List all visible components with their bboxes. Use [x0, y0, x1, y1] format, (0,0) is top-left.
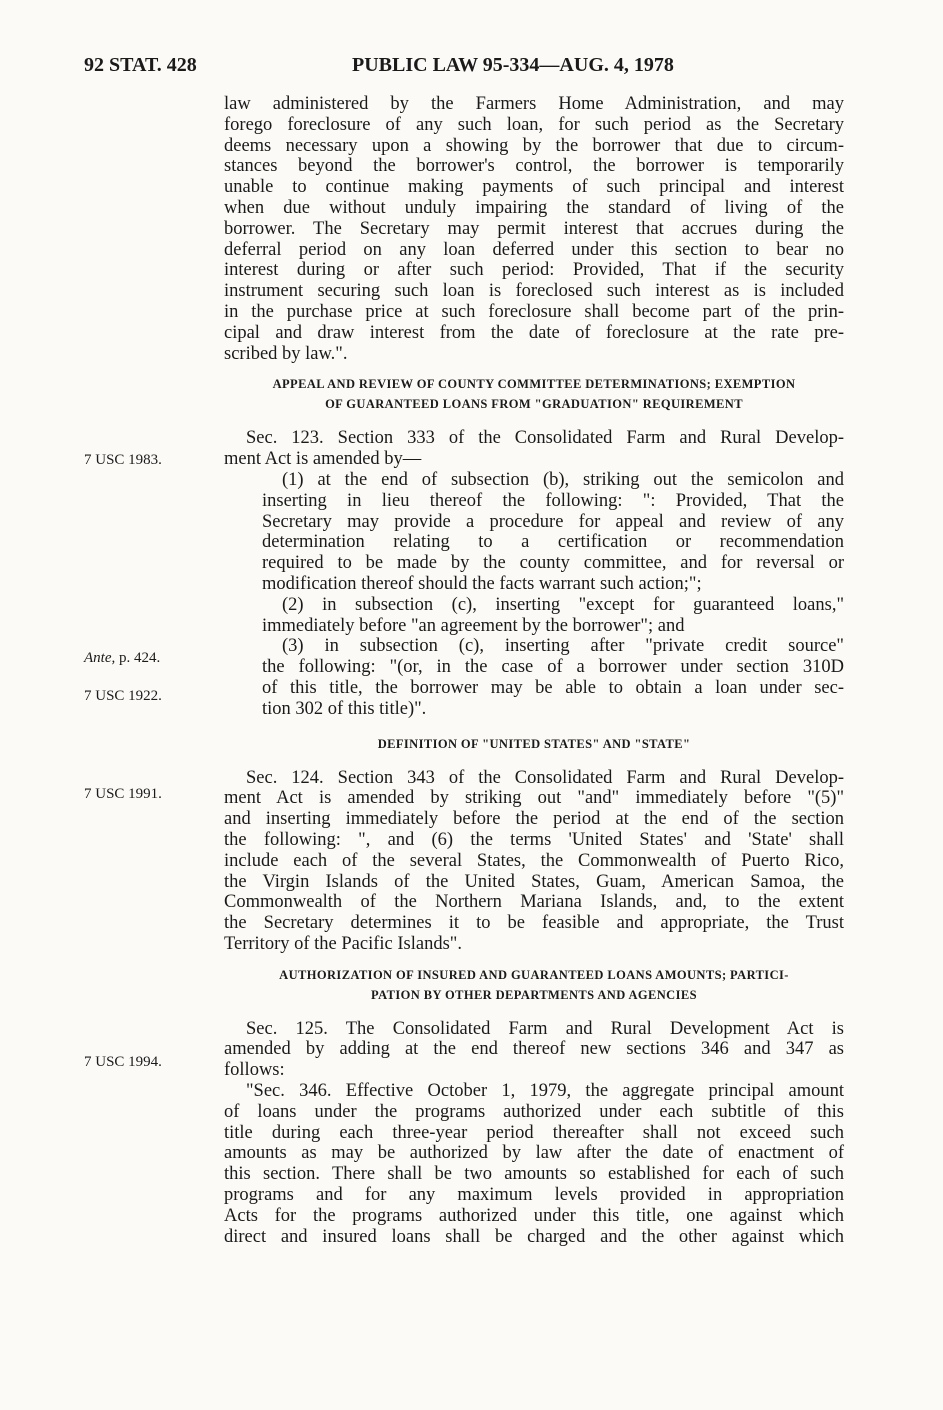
text-line: deferral period on any loan deferred under this section to bear no — [224, 239, 844, 260]
margin-note-7-usc-1991: 7 USC 1991. — [84, 786, 162, 802]
text-line: modification thereof should the facts warrant such action;"; — [262, 573, 702, 594]
text-line: Sec. 123. Section 333 of the Consolidated Farm and Rural Develop- — [246, 428, 844, 449]
text-line: the Secretary determines it to be feasible and appropriate, the Trust — [224, 913, 844, 934]
margin-note-ante-page: p. 424. — [119, 650, 161, 666]
text-line: immediately before "an agreement by the borrower"; and — [262, 615, 685, 636]
text-line: cipal and draw interest from the date of foreclosure at the rate pre- — [224, 322, 844, 343]
item-1 — [262, 470, 844, 595]
text-line: instrument securing such loan is foreclosed such interest as is included — [224, 281, 844, 302]
text-line: this section. There shall be two amounts so established for each of such — [224, 1164, 844, 1185]
text-line: of this title, the borrower may be able to obtain a loan under sec- — [262, 677, 844, 698]
text-line: borrower. The Secretary may permit interest that accrues during the — [224, 218, 844, 239]
margin-note-ante — [84, 650, 160, 667]
section-124 — [224, 768, 844, 955]
text-line: direct and insured loans shall be charged and the other against which — [224, 1226, 844, 1247]
item-3 — [262, 636, 844, 719]
text-line: scribed by law.". — [224, 343, 348, 364]
text-line: (1) at the end of subsection (b), striking out the semicolon and — [282, 469, 844, 490]
text-line: Commonwealth of the Northern Mariana Islands, and, to the extent — [224, 892, 844, 913]
text-line: inserting in lieu thereof the following: ": Provided, That the — [262, 490, 844, 511]
section-125 — [224, 1019, 844, 1081]
text-line: Sec. 125. The Consolidated Farm and Rural Development Act is — [246, 1018, 844, 1039]
text-line: ment Act is amended by— — [224, 449, 422, 470]
section-heading-appeal — [224, 374, 844, 414]
section-346 — [224, 1081, 844, 1247]
text-line: required to be made by the county committee, and for reversal or — [262, 553, 844, 574]
text-line: law administered by the Farmers Home Administration, and may — [224, 94, 844, 114]
text-line: amounts as may be authorized by law after the date of enactment of — [224, 1143, 844, 1164]
text-line: amended by adding at the end thereof new sections 346 and 347 as — [224, 1039, 844, 1060]
margin-note-7-usc-1983: 7 USC 1983. — [84, 452, 162, 468]
text-line: tion 302 of this title)". — [262, 698, 427, 719]
heading-line: OF GUARANTEED LOANS FROM "GRADUATION" REQUIREMENT — [325, 397, 743, 412]
margin-note-ante-label: Ante, — [84, 650, 116, 666]
heading-line: AUTHORIZATION OF INSURED AND GUARANTEED LOANS AMOUNTS; PARTICI- — [279, 967, 789, 982]
statute-citation: 92 STAT. 428 — [84, 54, 197, 76]
text-line: include each of the several States, the Commonwealth of Puerto Rico, — [224, 850, 844, 871]
margin-note-7-usc-1922: 7 USC 1922. — [84, 688, 162, 704]
text-line: of loans under the programs authorized under each subtitle of this — [224, 1101, 844, 1122]
text-line: the following: ", and (6) the terms 'United States' and 'State' shall — [224, 829, 844, 850]
margin-note-7-usc-1994: 7 USC 1994. — [84, 1054, 162, 1070]
text-line: and inserting immediately before the period at the end of the section — [224, 809, 844, 830]
text-line: (2) in subsection (c), inserting "except for guaranteed loans," — [282, 594, 844, 615]
text-line: ment Act is amended by striking out "and" immediately before "(5)" — [224, 788, 844, 809]
page-title: PUBLIC LAW 95-334—AUG. 4, 1978 — [352, 54, 674, 76]
continuation-paragraph — [224, 94, 844, 364]
text-line: the following: "(or, in the case of a borrower under section 310D — [262, 657, 844, 678]
text-line: title during each three-year period thereafter shall not exceed such — [224, 1122, 844, 1143]
text-line: Acts for the programs authorized under this title, one against which — [224, 1205, 844, 1226]
section-123 — [224, 428, 844, 719]
page-header — [0, 54, 943, 84]
heading-line: PATION BY OTHER DEPARTMENTS AND AGENCIES — [371, 987, 697, 1002]
item-2 — [262, 595, 844, 637]
text-line: Sec. 124. Section 343 of the Consolidated Farm and Rural Develop- — [246, 767, 844, 788]
heading-line: APPEAL AND REVIEW OF COUNTY COMMITTEE DETERMINATIONS; EXEMPTION — [272, 377, 796, 392]
text-line: stances beyond the borrower's control, the borrower is temporarily — [224, 156, 844, 177]
text-line: interest during or after such period: Provided, That if the security — [224, 260, 844, 281]
text-line: (3) in subsection (c), inserting after "private credit source" — [282, 636, 844, 657]
text-line: determination relating to a certification or recommendation — [262, 532, 844, 553]
text-line: deems necessary upon a showing by the borrower that due to circum- — [224, 135, 844, 156]
text-line: in the purchase price at such foreclosure shall become part of the prin- — [224, 301, 844, 322]
text-line: forego foreclosure of any such loan, for such period as the Secretary — [224, 114, 844, 135]
text-line: follows: — [224, 1060, 285, 1081]
page-body — [224, 94, 844, 1247]
section-heading-definition: DEFINITION OF "UNITED STATES" AND "STATE" — [377, 736, 691, 751]
text-line: Territory of the Pacific Islands". — [224, 933, 462, 954]
text-line: the Virgin Islands of the United States, Guam, American Samoa, the — [224, 871, 844, 892]
text-line: unable to continue making payments of such principal and interest — [224, 177, 844, 198]
section-heading-authorization — [224, 965, 844, 1005]
text-line: programs and for any maximum levels provided in appropriation — [224, 1185, 844, 1206]
text-line: when due without unduly impairing the standard of living of the — [224, 197, 844, 218]
text-line: "Sec. 346. Effective October 1, 1979, the aggregate principal amount — [246, 1081, 844, 1102]
text-line: Secretary may provide a procedure for appeal and review of any — [262, 511, 844, 532]
